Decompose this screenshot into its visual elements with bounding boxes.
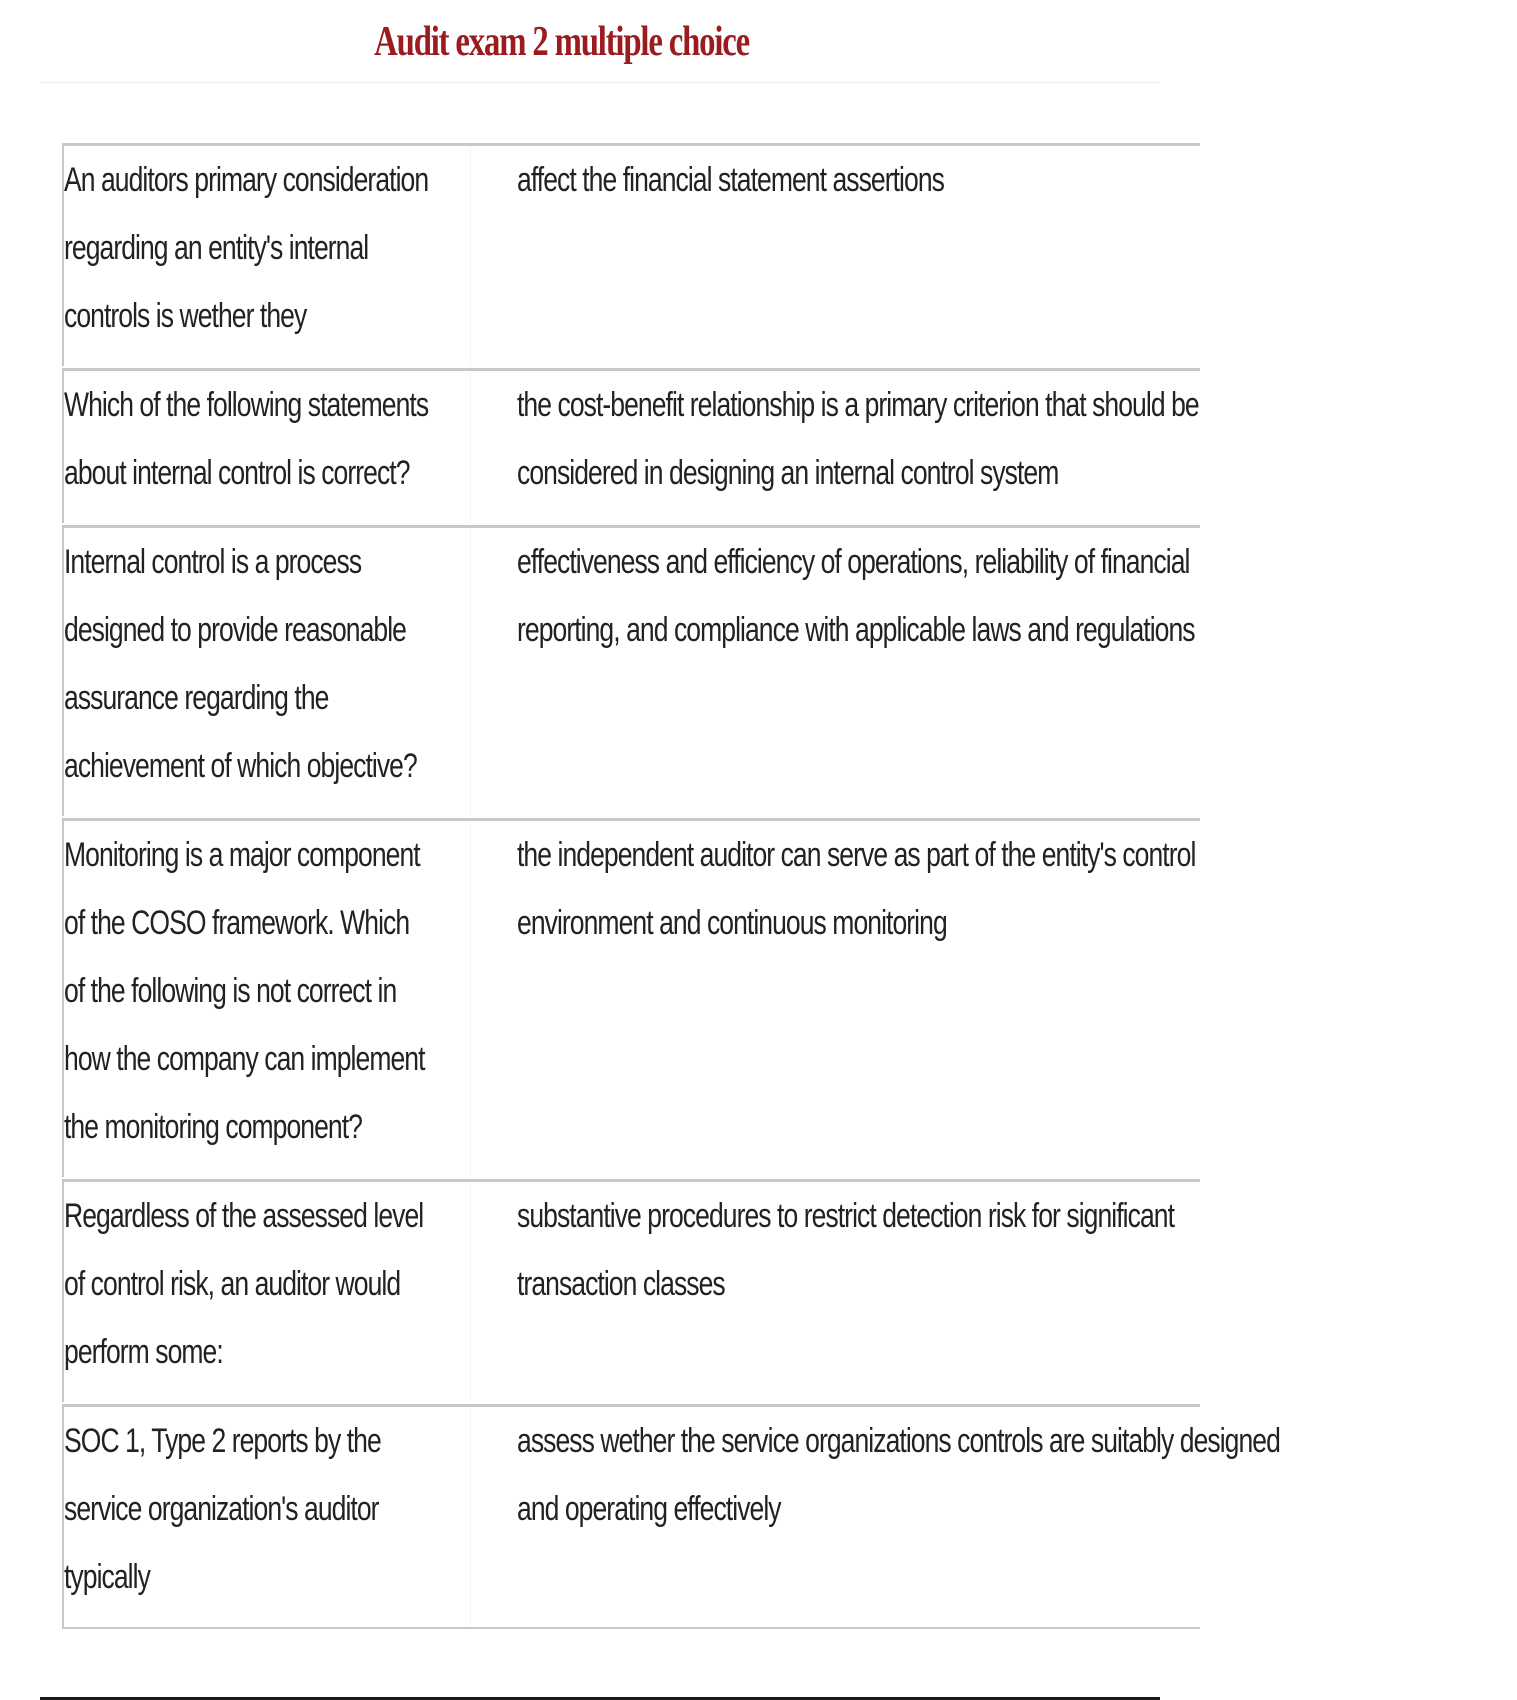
- definition-cell: [471, 146, 1517, 366]
- definition-cell: [471, 1407, 1517, 1627]
- term-cell: [64, 1407, 471, 1627]
- term-cell: [64, 146, 471, 366]
- flashcard-row: [62, 1404, 1280, 1629]
- definition-text: effectiveness and efficiency of operations, reliability of financial reporting, and compliance with applicable laws and regulations: [517, 543, 1195, 649]
- definition-text: assess wether the service organizations controls are suitably designed and operating effectively: [517, 1422, 1280, 1528]
- term-text: Internal control is a process designed to provide reasonable assurance regarding the achievement of which objective?: [64, 543, 417, 785]
- term-cell: [64, 821, 471, 1177]
- term-text: An auditors primary consideration regarding an entity's internal controls is wether they: [64, 161, 429, 335]
- flashcard-row: [62, 368, 1200, 523]
- term-cell: [64, 1182, 471, 1402]
- flashcard-row: [62, 818, 1200, 1177]
- term-text: Which of the following statements about internal control is correct?: [64, 386, 429, 492]
- flashcard-row: [62, 1179, 1200, 1402]
- definition-text: the cost-benefit relationship is a primary criterion that should be considered in designing an internal control system: [517, 386, 1199, 492]
- term-text: Regardless of the assessed level of control risk, an auditor would perform some:: [64, 1197, 424, 1371]
- flashcard-list: [62, 143, 1280, 1631]
- term-text: Monitoring is a major component of the COSO framework. Which of the following is not correct in how the company can implement the monitoring component?: [64, 836, 425, 1146]
- flashcard-row: [62, 525, 1200, 816]
- page-title: Audit exam 2 multiple choice: [374, 19, 750, 65]
- term-cell: [64, 371, 471, 523]
- term-text: SOC 1, Type 2 reports by the service organization's auditor typically: [64, 1422, 381, 1596]
- definition-cell: [471, 1182, 1517, 1402]
- definition-text: affect the financial statement assertions: [517, 161, 944, 199]
- flashcard-row: [62, 143, 1200, 366]
- definition-cell: [471, 528, 1517, 816]
- header-divider: [40, 82, 1160, 83]
- definition-text: the independent auditor can serve as part of the entity's control environment and continuous monitoring: [517, 836, 1196, 942]
- definition-text: substantive procedures to restrict detection risk for significant transaction classes: [517, 1197, 1175, 1303]
- definition-cell: [471, 821, 1517, 1177]
- definition-cell: [471, 371, 1517, 523]
- term-cell: [64, 528, 471, 816]
